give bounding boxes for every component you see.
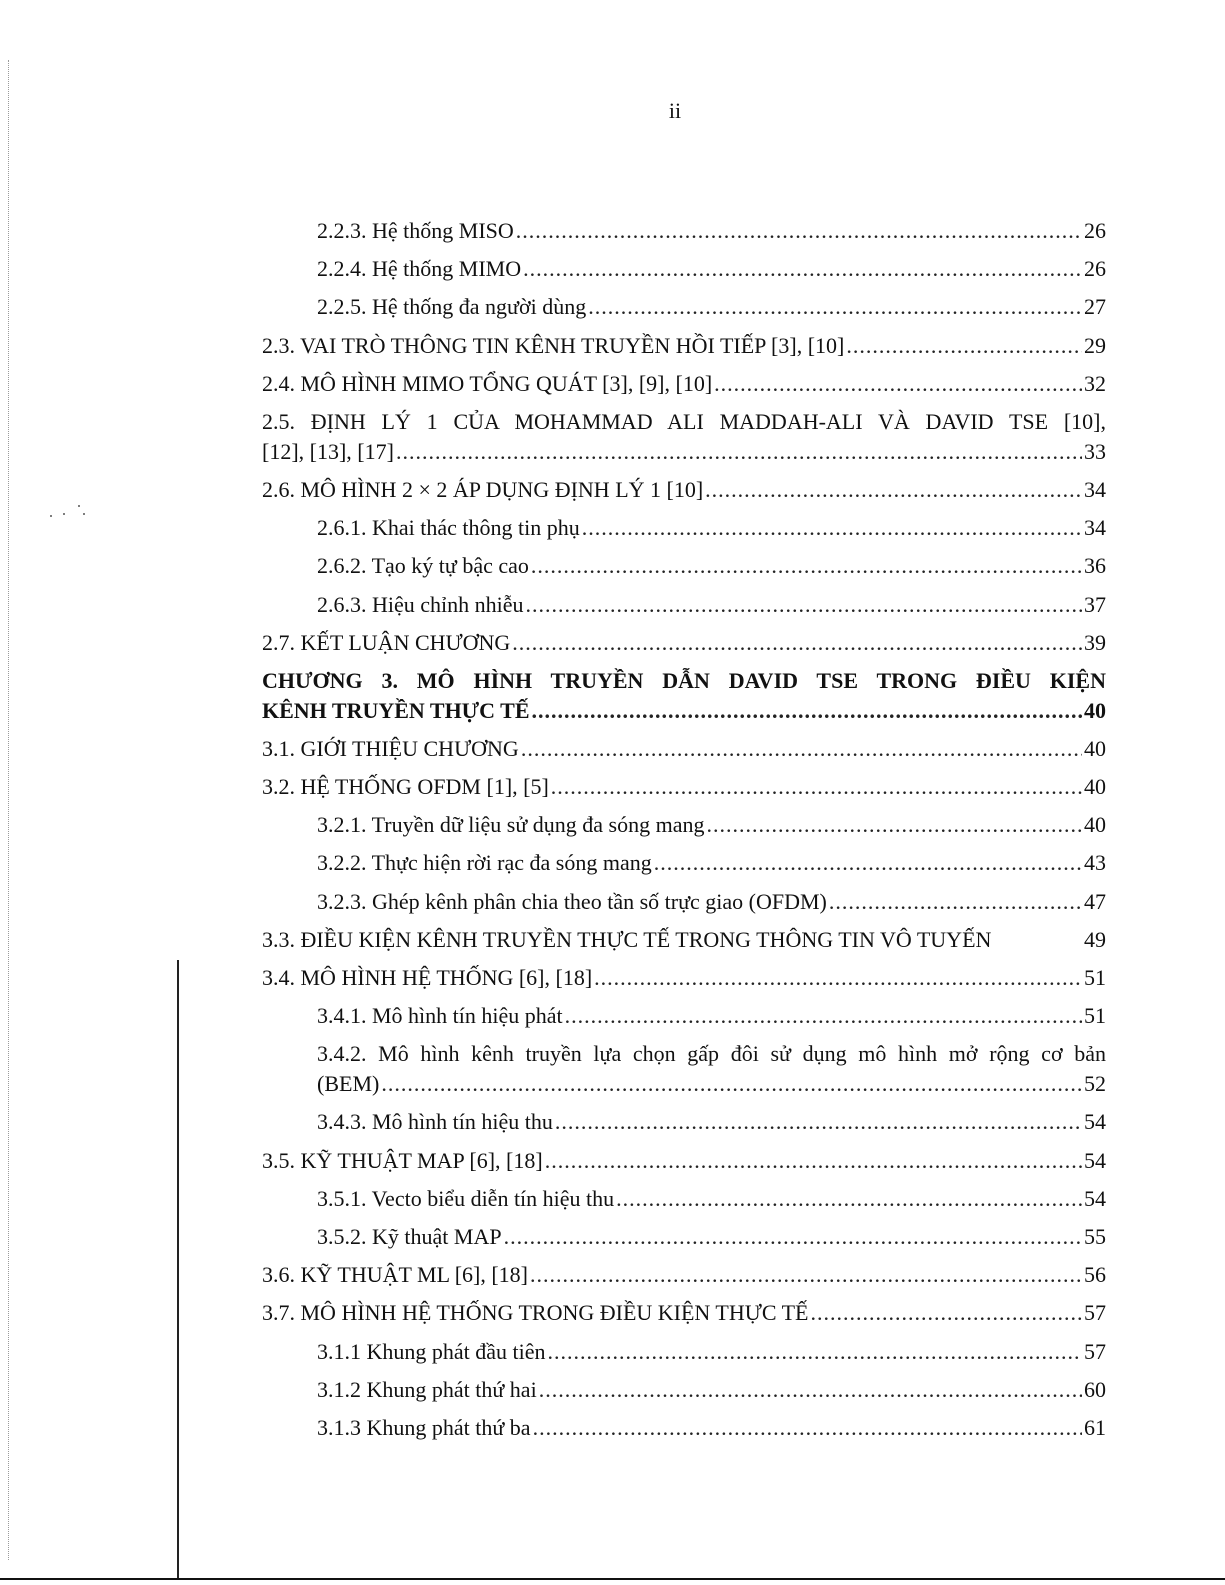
toc-entry-title: (BEM) [317,1071,380,1097]
toc-leader-dots [705,471,1082,509]
toc-entry [262,1218,1106,1256]
toc-entry-title: 2.2.4. Hệ thống MIMO [317,256,522,282]
toc-entry [262,1333,1106,1371]
toc-entry-title: 3.1.3 Khung phát thứ ba [317,1414,531,1440]
toc-entry-title: 3.2. HỆ THỐNG OFDM [1], [5] [262,774,549,800]
toc-page-number: 36 [1084,553,1106,579]
toc-page-number: 54 [1084,1109,1106,1135]
toc-entry [262,1142,1106,1180]
toc-leader-dots [829,883,1082,921]
toc-page-number: 55 [1084,1223,1106,1249]
toc-entry-title: 3.2.1. Truyền dữ liệu sử dụng đa sóng mang [317,812,705,838]
toc-entry [262,1371,1106,1409]
toc-entry-title: 3.4.1. Mô hình tín hiệu phát [317,1003,563,1029]
page-number: ii [668,98,682,123]
toc-entry [262,1180,1106,1218]
scan-binding-line [177,960,179,1580]
toc-page-number: 26 [1084,256,1106,282]
toc-page-number: 51 [1084,965,1106,990]
toc-leader-dots [516,212,1082,250]
toc-entry-title: [12], [13], [17] [262,438,394,464]
toc-entry-title: 3.6. KỸ THUẬT ML [6], [18] [262,1262,529,1288]
toc-page-number: 57 [1084,1338,1106,1364]
toc-entry-title: 2.6.3. Hiệu chỉnh nhiễu [317,591,524,617]
toc-entry-title: 3.3. ĐIỀU KIỆN KÊNH TRUYỀN THỰC TẾ TRONG THÔNG TIN VÔ TUYẾN [262,926,992,952]
toc-entry-title: 2.6.1. Khai thác thông tin phụ [317,515,580,541]
toc-page-number: 56 [1084,1262,1106,1288]
toc-page-number: 40 [1084,697,1106,723]
toc-leader-dots [533,1409,1082,1447]
toc-page-number: 27 [1084,294,1106,320]
toc-entry-title-line1: 3.4.2. Mô hình kênh truyền lựa chọn gấp đôi sử dụng mô hình mở rộng cơ bản [317,1041,1106,1067]
toc-entry [262,365,1106,403]
scan-speck [83,513,85,515]
toc-leader-dots [846,327,1082,365]
toc-entry [262,288,1106,326]
toc-leader-dots [551,768,1082,806]
toc-leader-dots [512,624,1082,662]
table-of-contents [262,212,1106,1447]
toc-entry-title: 2.2.3. Hệ thống MISO [317,218,514,243]
toc-page-number: 33 [1084,438,1106,464]
toc-leader-dots [396,437,1082,467]
toc-entry [262,1409,1106,1447]
toc-leader-dots [523,250,1082,288]
toc-leader-dots [714,365,1082,403]
toc-page-number: 57 [1084,1300,1106,1326]
toc-entry [262,997,1106,1035]
toc-entry [262,1103,1106,1141]
toc-entry-title-line1: 2.5. ĐỊNH LÝ 1 CỦA MOHAMMAD ALI MADDAH-ALI VÀ DAVID TSE [10], [262,408,1106,434]
toc-leader-dots [616,1180,1082,1218]
toc-entry-title: 2.6. MÔ HÌNH 2 × 2 ÁP DỤNG ĐỊNH LÝ 1 [10] [262,476,704,502]
toc-entry-title: 3.1. GIỚI THIỆU CHƯƠNG [262,735,519,761]
toc-entry [262,547,1106,585]
toc-entry [262,921,1106,959]
toc-entry [262,768,1106,806]
toc-leader-dots [530,1256,1082,1294]
toc-entry-title: 3.1.1 Khung phát đầu tiên [317,1338,546,1364]
toc-page-number: 29 [1084,332,1106,358]
scan-edge-bottom [0,1578,1225,1580]
toc-entry-title: 2.4. MÔ HÌNH MIMO TỔNG QUÁT [3], [9], [10] [262,370,713,396]
toc-entry [262,471,1106,509]
toc-entry-title: 3.4. MÔ HÌNH HỆ THỐNG [6], [18] [262,965,593,990]
toc-entry-title: 3.4.3. Mô hình tín hiệu thu [317,1109,553,1135]
toc-page-number: 51 [1084,1003,1106,1029]
toc-entry-title: 3.5.1. Vecto biểu diễn tín hiệu thu [317,1185,615,1211]
toc-entry [262,403,1106,471]
scan-edge-left [8,60,9,1560]
toc-entry [262,1035,1106,1103]
toc-entry-title: KÊNH TRUYỀN THỰC TẾ [262,697,530,723]
toc-entry [262,509,1106,547]
toc-leader-dots [526,586,1082,624]
toc-page-number: 26 [1084,218,1106,243]
toc-entry-title: 3.2.2. Thực hiện rời rạc đa sóng mang [317,850,652,876]
toc-page-number: 54 [1084,1147,1106,1173]
toc-entry-title: 2.6.2. Tạo ký tự bậc cao [317,553,529,579]
toc-entry-title: 2.2.5. Hệ thống đa người dùng [317,294,587,320]
toc-leader-dots [548,1333,1082,1371]
toc-entry [262,327,1106,365]
toc-page-number: 49 [1084,926,1106,952]
toc-page-number: 54 [1084,1185,1106,1211]
toc-page-number: 34 [1084,515,1106,541]
toc-entry-line [262,437,1106,467]
toc-page-number: 52 [1084,1071,1106,1097]
toc-leader-dots [539,1371,1082,1409]
toc-leader-dots [582,509,1082,547]
toc-entry [262,1256,1106,1294]
toc-page-number: 40 [1084,812,1106,838]
toc-entry [262,959,1106,997]
toc-entry-title: 3.5.2. Kỹ thuật MAP [317,1223,502,1249]
toc-leader-dots [594,959,1082,997]
toc-chapter-heading [262,662,1106,730]
toc-entry-line [262,696,1106,726]
toc-page-number: 39 [1084,629,1106,655]
toc-leader-dots [545,1142,1082,1180]
toc-leader-dots [706,806,1082,844]
toc-entry [262,212,1106,250]
scan-speck [50,515,52,517]
toc-entry-title: 2.3. VAI TRÒ THÔNG TIN KÊNH TRUYỀN HỒI TIẾP [3], [10] [262,332,845,358]
toc-page-number: 61 [1084,1414,1106,1440]
toc-entry [262,250,1106,288]
toc-entry [262,730,1106,768]
toc-entry [262,586,1106,624]
toc-entry-title: 2.7. KẾT LUẬN CHƯƠNG [262,629,511,655]
toc-entry-title: 3.2.3. Ghép kênh phân chia theo tần số trực giao (OFDM) [317,888,827,914]
toc-entry-title: 3.7. MÔ HÌNH HỆ THỐNG TRONG ĐIỀU KIỆN THỰC TẾ [262,1300,809,1326]
toc-entry [262,624,1106,662]
toc-leader-dots [531,547,1082,585]
toc-leader-dots [532,696,1082,726]
toc-page-number: 34 [1084,476,1106,502]
toc-page-number: 32 [1084,370,1106,396]
toc-leader-dots [588,288,1082,326]
toc-entry [262,806,1106,844]
toc-page-number: 40 [1084,774,1106,800]
toc-entry [262,844,1106,882]
toc-page-number: 40 [1084,735,1106,761]
toc-page-number: 37 [1084,591,1106,617]
toc-page-number: 43 [1084,850,1106,876]
toc-leader-dots [381,1069,1082,1099]
toc-leader-dots [555,1103,1082,1141]
toc-entry-title-line1: CHƯƠNG 3. MÔ HÌNH TRUYỀN DẪN DAVID TSE TRONG ĐIỀU KIỆN [262,667,1106,693]
toc-page-number: 60 [1084,1376,1106,1402]
scan-speck [63,513,65,515]
toc-leader-dots [565,997,1082,1035]
toc-entry-title: 3.1.2 Khung phát thứ hai [317,1376,537,1402]
toc-leader-dots [521,730,1082,768]
toc-leader-dots [810,1294,1082,1332]
toc-entry-line [317,1069,1106,1099]
toc-entry-title: 3.5. KỸ THUẬT MAP [6], [18] [262,1147,543,1173]
toc-leader-dots [654,844,1082,882]
toc-page-number: 47 [1084,888,1106,914]
toc-leader-dots [504,1218,1082,1256]
scan-speck [78,505,80,507]
toc-entry [262,1294,1106,1332]
toc-entry [262,883,1106,921]
